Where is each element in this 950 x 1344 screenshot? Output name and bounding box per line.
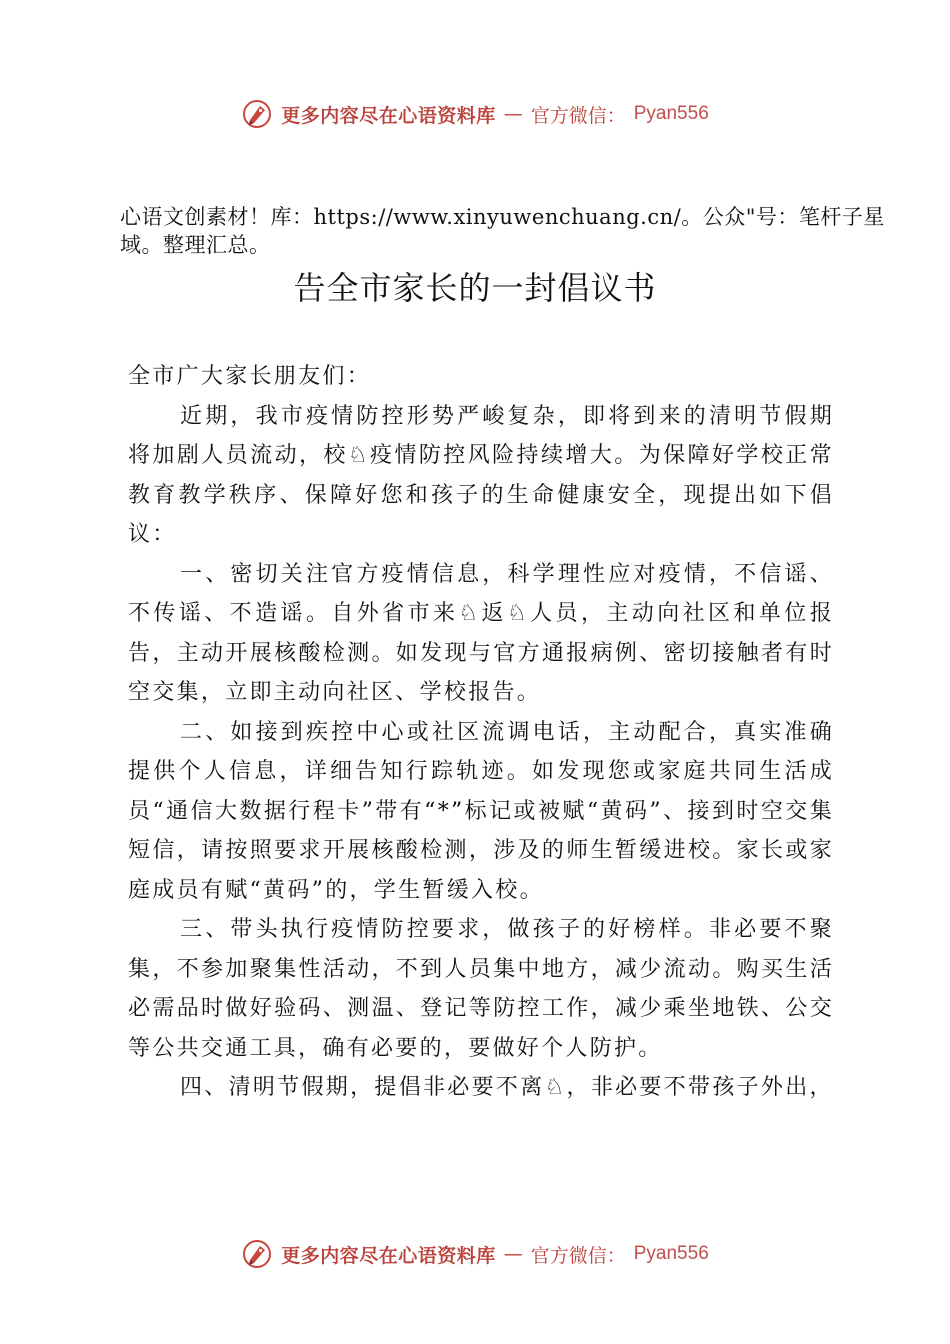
banner-wechat-label: 官方微信：: [530, 1244, 626, 1267]
source-note: 心语文创素材！库：https://www.xinyuwenchuang.cn/。公众"号：笔杆子星域。整理汇总。: [120, 205, 885, 257]
pen-nib-logo-icon: [241, 98, 273, 130]
pen-nib-logo-icon: [241, 1238, 273, 1270]
footer-banner: [0, 1234, 950, 1274]
document-title: 告全市家长的一封倡议书: [293, 269, 657, 307]
header-banner: [0, 94, 950, 134]
paragraph: 四、清明节假期，提倡非必要不离♘，非必要不带孩子外出，: [180, 1075, 834, 1100]
paragraph: 一、密切关注官方疫情信息，科学理性应对疫情，不信谣、不传谣、不造谣。自外省市来♘返♘人员，主动向社区和单位报告，主动开展核酸检测。如发现与官方通报病例、密切接触者有时空交集，立即主动向社区、学校报告。: [128, 561, 834, 705]
banner-promo-text: 更多内容尽在心语资料库: [281, 104, 496, 127]
banner-separator: —: [503, 1243, 523, 1265]
paragraph: 近期，我市疫情防控形势严峻复杂，即将到来的清明节假期将加剧人员流动，校♘疫情防控风险持续增大。为保障好学校正常教育教学秩序、保障好您和孩子的生命健康安全，现提出如下倡议：: [128, 403, 834, 547]
banner-wechat-label: 官方微信：: [530, 104, 626, 127]
document-body: [128, 357, 834, 1108]
banner-promo-text: 更多内容尽在心语资料库: [281, 1244, 496, 1267]
banner-wechat-id: Pyan556: [633, 1243, 709, 1264]
banner-separator: —: [503, 103, 523, 125]
banner-wechat-id: Pyan556: [633, 103, 709, 124]
salutation: 全市广大家长朋友们：: [128, 364, 372, 389]
paragraph: 二、如接到疾控中心或社区流调电话，主动配合，真实准确提供个人信息，详细告知行踪轨迹。如发现您或家庭共同生活成员“通信大数据行程卡”带有“*”标记或被赋“黄码”、接到时空交集短信，请按照要求开展核酸检测，涉及的师生暂缓进校。家长或家庭成员有赋“黄码”的，学生暂缓入校。: [128, 719, 834, 903]
paragraph: 三、带头执行疫情防控要求，做孩子的好榜样。非必要不聚集，不参加聚集性活动，不到人员集中地方，减少流动。购买生活必需品时做好验码、测温、登记等防控工作，减少乘坐地铁、公交等公共交通工具，确有必要的，要做好个人防护。: [128, 917, 834, 1061]
